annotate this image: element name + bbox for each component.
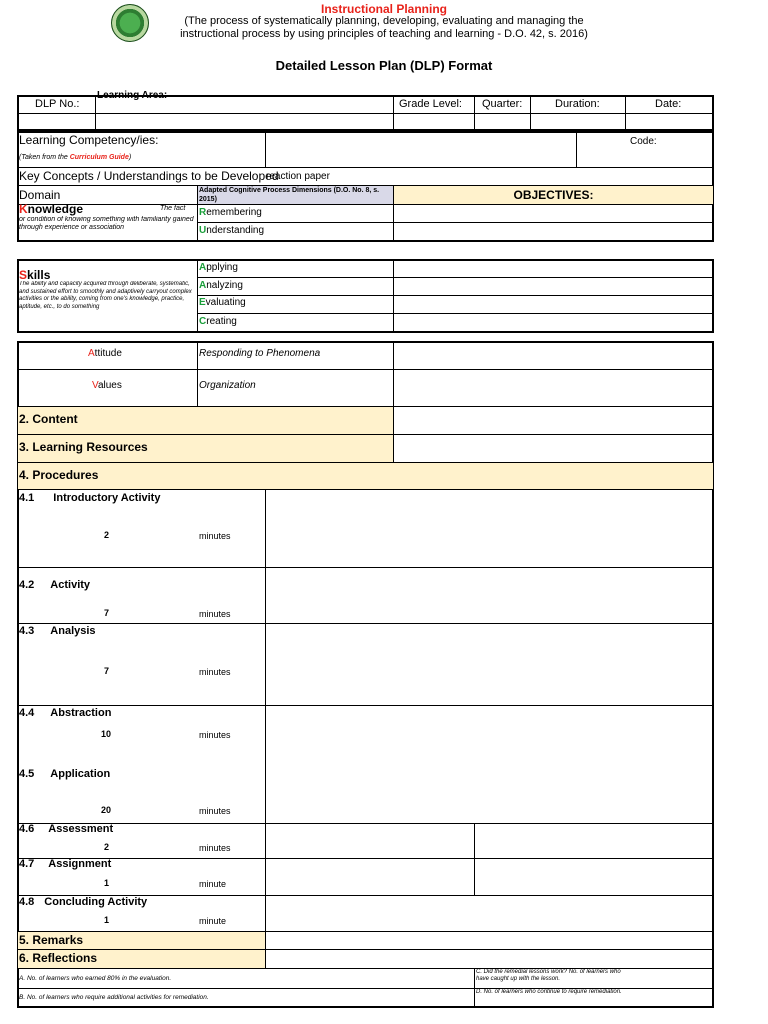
date-label: Date: bbox=[655, 98, 682, 110]
header-subtitle-line1: (The process of systematically planning, developing, evaluating and managing the bbox=[184, 15, 584, 27]
values-dimension: Organization bbox=[199, 380, 256, 391]
procedure-4-1-unit: minutes bbox=[199, 531, 231, 541]
procedure-4-7-unit: minute bbox=[199, 879, 227, 889]
objectives-header: OBJECTIVES: bbox=[513, 188, 594, 202]
reflection-c: C. Did the remedial lessons work? No. of learners who have caught up with the lesson. bbox=[476, 969, 621, 982]
cognitive-dimensions-header: Adapted Cognitive Process Dimensions (D.O. No. 8, s. 2015) bbox=[199, 187, 380, 203]
grade-level-label: Grade Level: bbox=[399, 98, 462, 110]
applying-item: Applying bbox=[199, 262, 238, 273]
procedure-4-8: 4.8 Concluding Activity bbox=[19, 896, 148, 908]
content-section: 2. Content bbox=[19, 412, 78, 426]
document-title: Detailed Lesson Plan (DLP) Format bbox=[275, 58, 493, 73]
reflection-d: D. No. of learners who continue to require remediation. bbox=[476, 989, 622, 995]
procedure-4-5-unit: minutes bbox=[199, 806, 231, 816]
header-title: Instructional Planning bbox=[320, 2, 447, 16]
procedure-4-4-minutes: 10 bbox=[101, 729, 112, 739]
analyzing-item: Analyzing bbox=[199, 280, 243, 291]
knowledge-desc-right: The fact bbox=[160, 205, 186, 212]
reflection-a: A. No. of learners who earned 80% in the evaluation. bbox=[19, 975, 172, 982]
remembering-item: Remembering bbox=[199, 207, 262, 218]
procedure-4-1-minutes: 2 bbox=[104, 530, 110, 540]
values-label: Values bbox=[92, 380, 122, 391]
procedure-4-4-unit: minutes bbox=[199, 730, 231, 740]
dlp-no-label: DLP No.: bbox=[35, 98, 80, 110]
procedure-4-1: 4.1 Introductory Activity bbox=[19, 492, 161, 504]
procedure-4-6-unit: minutes bbox=[199, 843, 231, 853]
procedure-4-7-minutes: 1 bbox=[104, 878, 110, 888]
learning-competency-label: Learning Competency/ies: bbox=[19, 133, 159, 147]
knowledge-description: or condition of knowing something with familiarity gained through experience or association bbox=[19, 216, 194, 231]
procedure-4-8-minutes: 1 bbox=[104, 915, 110, 925]
learning-resources-section: 3. Learning Resources bbox=[19, 440, 148, 454]
skills-label: Skills bbox=[19, 268, 51, 282]
attitude-label: Attitude bbox=[88, 348, 122, 359]
key-concepts-value: reaction paper bbox=[266, 171, 330, 182]
quarter-label: Quarter: bbox=[482, 98, 523, 110]
duration-label: Duration: bbox=[555, 98, 600, 110]
competency-note: (Taken from the Curriculum Guide) bbox=[19, 154, 132, 161]
procedure-4-2-unit: minutes bbox=[199, 609, 231, 619]
key-concepts-label: Key Concepts / Understandings to be Developed bbox=[19, 169, 279, 183]
header-subtitle-line2: instructional process by using principles of teaching and learning - D.O. 42, s. 2016) bbox=[180, 28, 588, 40]
procedure-4-2-minutes: 7 bbox=[104, 608, 110, 618]
domain-label: Domain bbox=[19, 188, 61, 202]
procedures-section: 4. Procedures bbox=[19, 468, 99, 482]
remarks-section: 5. Remarks bbox=[19, 933, 84, 947]
knowledge-label: Knowledge bbox=[19, 202, 84, 216]
learning-area-label: Learning Area: bbox=[97, 90, 168, 101]
reflection-b: B. No. of learners who require additional activities for remediation. bbox=[19, 994, 209, 1001]
procedure-4-3: 4.3 Analysis bbox=[19, 625, 96, 637]
procedure-4-5: 4.5 Application bbox=[19, 768, 111, 780]
procedure-4-4: 4.4 Abstraction bbox=[19, 707, 112, 719]
procedure-4-6: 4.6 Assessment bbox=[19, 823, 114, 835]
header-subtitle bbox=[0, 15, 768, 41]
evaluating-item: Evaluating bbox=[199, 297, 246, 308]
procedure-4-6-minutes: 2 bbox=[104, 842, 110, 852]
creating-item: Creating bbox=[199, 316, 237, 327]
procedure-4-2: 4.2 Activity bbox=[19, 579, 91, 591]
reflections-section: 6. Reflections bbox=[19, 951, 98, 965]
procedure-4-3-unit: minutes bbox=[199, 667, 231, 677]
procedure-4-7: 4.7 Assignment bbox=[19, 858, 112, 870]
attitude-dimension: Responding to Phenomena bbox=[199, 348, 321, 359]
curriculum-guide-link[interactable]: Curriculum Guide bbox=[69, 154, 129, 161]
procedure-4-5-minutes: 20 bbox=[101, 805, 112, 815]
procedure-4-8-unit: minute bbox=[199, 916, 227, 926]
code-label: Code: bbox=[630, 136, 657, 147]
procedure-4-3-minutes: 7 bbox=[104, 666, 110, 676]
understanding-item: Understanding bbox=[199, 225, 265, 236]
skills-description: The ability and capacity acquired through deliberate, systematic, and sustained effort to smoothly and adaptively carryout complex activities or the ability, coming from one's knowledge, practice, aptitude, etc., to do something bbox=[19, 281, 192, 310]
